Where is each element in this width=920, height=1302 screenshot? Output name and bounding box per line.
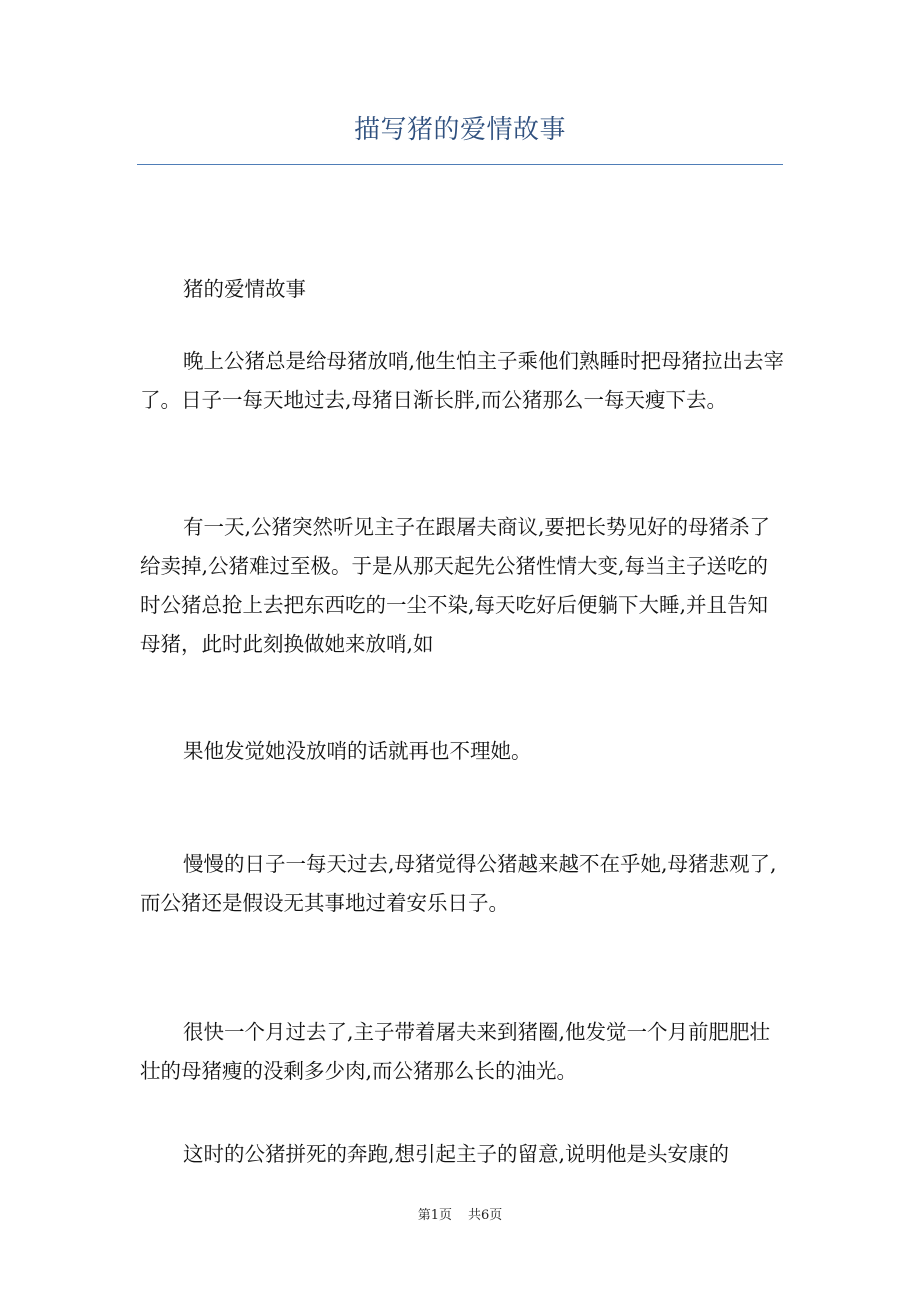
page-footer <box>0 1206 920 1226</box>
paragraph-4: 慢慢的日子一每天过去,母猪觉得公猪越来越不在乎她,母猪悲观了,而公猪还是假设无其事地过着安乐日子。 <box>140 852 777 915</box>
paragraph-6: 这时的公猪拼死的奔跑,想引起主子的留意,说明他是头安康的 <box>183 1142 730 1166</box>
title-divider <box>137 164 783 165</box>
paragraph-5: 很快一个月过去了,主子带着屠夫来到猪圈,他发觉一个月前肥肥壮壮的母猪瘦的没剩多少肉,而公猪那么长的油光。 <box>140 1020 771 1083</box>
paragraph-1: 晚上公猪总是给母猪放哨,他生怕主子乘他们熟睡时把母猪拉出去宰了。日子一每天地过去,母猪日渐长胖,而公猪那么一每天瘦下去。 <box>140 349 785 412</box>
section-heading: 猪的爱情故事 <box>183 277 306 301</box>
page-number: 第1页 <box>417 1208 452 1223</box>
document-title: 描写猪的爱情故事 <box>353 115 566 145</box>
paragraph-3: 果他发觉她没放哨的话就再也不理她。 <box>183 739 532 763</box>
page-total: 共6页 <box>468 1208 503 1223</box>
paragraph-2: 有一天,公猪突然听见主子在跟屠夫商议,要把长势见好的母猪杀了给卖掉,公猪难过至极。于是从那天起先公猪性情大变,每当主子送吃的时公猪总抢上去把东西吃的一尘不染,每天吃好后便躺下大睡,并且告知母猪，此时此刻换做她来放哨,如 <box>140 515 771 656</box>
